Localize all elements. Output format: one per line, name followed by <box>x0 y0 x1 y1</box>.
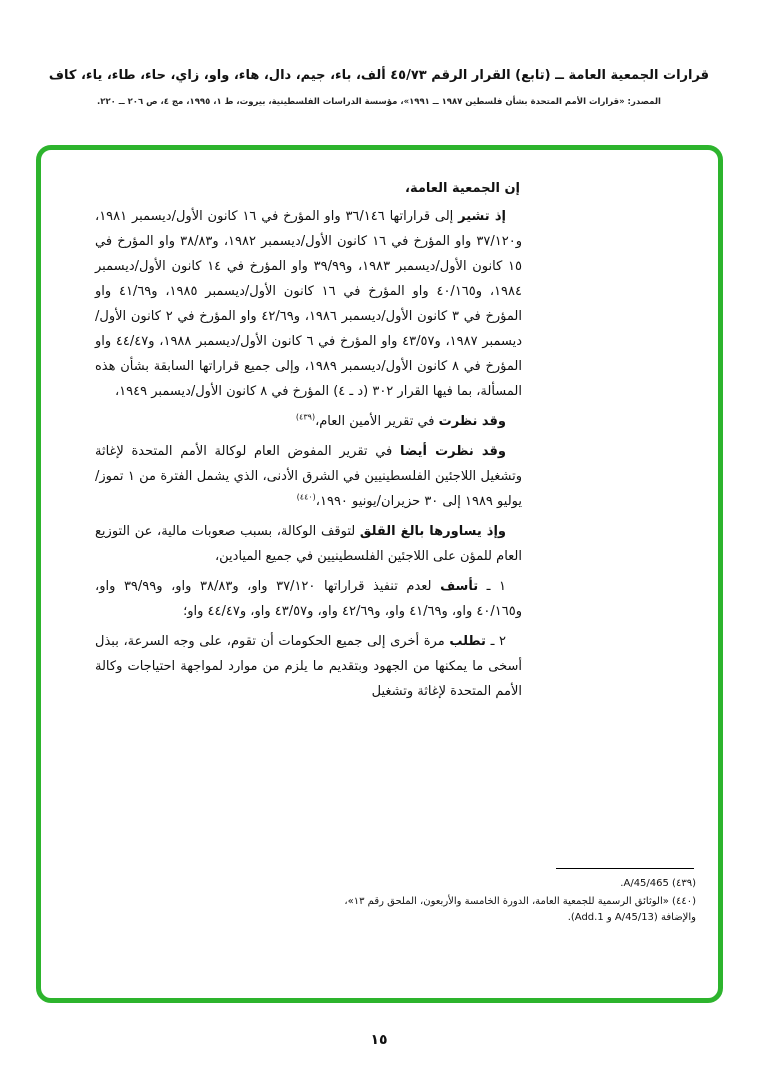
paragraph-text: في تقرير الأمين العام، <box>315 414 439 429</box>
footnotes-block <box>322 868 696 928</box>
paragraph-lead: وإذ يساورها بالغ القلق <box>359 524 506 539</box>
paragraph-preamble-1 <box>95 204 522 404</box>
footnote-ref-440: (٤٤٠) <box>296 492 316 502</box>
resolution-text-column <box>95 176 522 709</box>
paragraph-text: إلى قراراتها ٣٦/١٤٦ واو المؤرخ في ١٦ كانون الأول/ديسمبر ١٩٨١، و٣٧/١٢٠ واو المؤرخ في ١٦ كانون الأول/ديسمبر ١٩٨٢، و٣٨/٨٣ واو المؤرخ في ١٥ كانون الأول/ديسمبر ١٩٨٣، و٣٩/٩٩ واو المؤرخ في ١٤ كانون الأول/ديسمبر ١٩٨٤، و٤٠/١٦٥ واو المؤرخ في ١٦ كانون الأول/ديسمبر ١٩٨٥، و٤١/٦٩ واو المؤرخ في ٣ كانون الأول/ديسمبر ١٩٨٦، و٤٢/٦٩ واو المؤرخ في ٢ كانون الأول/ديسمبر ١٩٨٧، و٤٣/٥٧ واو المؤرخ في ٦ كانون الأول/ديسمبر ١٩٨٨، و٤٤/٤٧ واو المؤرخ في ٨ كانون الأول/ديسمبر ١٩٨٩، وإلى جميع قراراتها السابقة بشأن هذه المسألة، بما فيها القرار ٣٠٢ (د ـ ٤) المؤرخ في ٨ كانون الأول/ديسمبر ١٩٤٩، <box>95 209 522 399</box>
paragraph-operative-1 <box>95 574 522 624</box>
paragraph-text: مرة أخرى إلى جميع الحكومات أن تقوم، على وجه السرعة، ببذل أسخى ما يمكنها من الجهود وبتقديم ما يلزم من موارد لمواجهة احتياجات وكالة الأمم المتحدة لإغاثة وتشغيل <box>95 634 522 699</box>
paragraph-text: في تقرير المفوض العام لوكالة الأمم المتحدة لإغاثة وتشغيل اللاجئين الفلسطينيين في الشرق الأدنى، الذي يشمل الفترة من ١ تموز/يوليو ١٩٨٩ إلى ٣٠ حزيران/يونيو ١٩٩٠، <box>95 444 523 509</box>
page-number: ١٥ <box>370 1032 388 1048</box>
paragraph-operative-2 <box>95 629 522 704</box>
paragraph-lead: وقد نظرت أيضا <box>399 444 506 459</box>
paragraph-lead: إذ تشير <box>458 209 506 224</box>
footnote-ref-439: (٤٣٩) <box>295 412 316 422</box>
paragraph-text: لتوقف الوكالة، بسبب صعوبات مالية، عن التوزيع العام للمؤن على اللاجئين الفلسطينيين في جميع الميادين، <box>95 524 522 564</box>
green-content-frame <box>36 145 723 1003</box>
footnote-separator <box>556 868 694 869</box>
footnote-440: (٤٤٠) «الوثائق الرسمية للجمعية العامة، الدورة الخامسة والأربعون، الملحق رقم ١٣»، والإضافة (A/45/13 و Add.1). <box>344 896 696 923</box>
paragraph-lead: وقد نظرت <box>438 414 506 429</box>
source-line: المصدر: «قرارات الأمم المتحدة بشأن فلسطين ١٩٨٧ ــ ١٩٩١»، مؤسسة الدراسات الفلسطينية، بيروت، ط ١، ١٩٩٥، مج ٤، ص ٢٠٦ ــ ٢٢٠. <box>97 97 661 107</box>
page-header-title: قرارات الجمعية العامة ــ (تابع) القرار الرقم ٤٥/٧٣ ألف، باء، جيم، دال، هاء، واو، زاي، حاء، طاء، ياء، كاف <box>48 68 710 83</box>
paragraph-number: ٢ ـ <box>485 634 506 649</box>
paragraph-preamble-4 <box>95 519 522 569</box>
footnote-439: (٤٣٩) A/45/465. <box>620 878 696 889</box>
opening-line: إن الجمعية العامة، <box>405 181 520 196</box>
paragraph-text: لعدم تنفيذ قراراتها ٣٧/١٢٠ واو، و٣٨/٨٣ واو، و٣٩/٩٩ واو، و٤٠/١٦٥ واو، و٤١/٦٩ واو، و٤٢/٦٩ واو، و٤٣/٥٧ واو، و٤٤/٤٧ واو؛ <box>95 579 522 619</box>
paragraph-lead: تطلب <box>449 634 486 649</box>
paragraph-preamble-3 <box>95 439 522 514</box>
paragraph-preamble-2 <box>95 409 522 434</box>
paragraph-number: ١ ـ <box>478 579 507 594</box>
paragraph-lead: تأسف <box>440 579 479 594</box>
